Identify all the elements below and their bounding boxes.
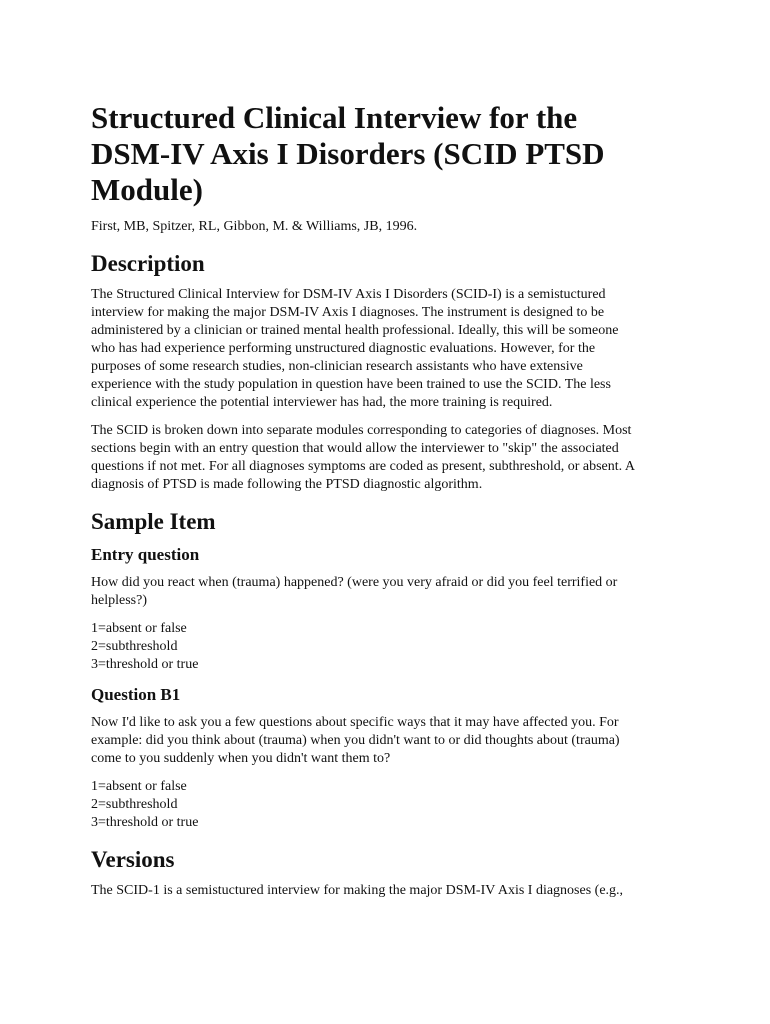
text-line: who has had experience performing unstructured diagnostic evaluations. However, for the (91, 341, 596, 356)
page-title (91, 100, 691, 208)
question-b1-heading: Question B1 (91, 685, 181, 704)
text-line: diagnosis of PTSD is made following the PTSD diagnostic algorithm. (91, 477, 483, 492)
option-item: 3=threshold or true (91, 657, 199, 672)
description-paragraph-2 (91, 422, 691, 494)
text-line: The SCID is broken down into separate modules corresponding to categories of diagnoses. Most (91, 423, 632, 438)
option-item: 1=absent or false (91, 621, 187, 636)
text-line: interview for making the major DSM-IV Axis I diagnoses. The instrument is designed to be (91, 305, 605, 320)
text-line: experience with the study population in question have been trained to use the SCID. The less (91, 377, 611, 392)
option-item: 2=subthreshold (91, 639, 178, 654)
text-line: questions if not met. For all diagnoses symptoms are coded as present, subthreshold, or absent. A (91, 459, 635, 474)
option-item: 3=threshold or true (91, 815, 199, 830)
option-item: 2=subthreshold (91, 797, 178, 812)
text-line: administered by a clinician or trained mental health professional. Ideally, this will be someone (91, 323, 619, 338)
text-line: sections begin with an entry question that would allow the interviewer to "skip" the associated (91, 441, 619, 456)
text-line: example: did you think about (trauma) when you didn't want to or did thoughts about (trauma) (91, 733, 620, 748)
entry-question-text (91, 574, 691, 610)
text-line: How did you react when (trauma) happened? (were you very afraid or did you feel terrified or (91, 575, 618, 590)
entry-question-heading: Entry question (91, 545, 200, 564)
text-line: The Structured Clinical Interview for DSM-IV Axis I Disorders (SCID-I) is a semistuctured (91, 287, 606, 302)
document-page (91, 100, 691, 910)
text-line: purposes of some research studies, non-clinician research assistants who have extensive (91, 359, 583, 374)
text-line: Now I'd like to ask you a few questions about specific ways that it may have affected you. For (91, 715, 619, 730)
title-line-1: Structured Clinical Interview for the (91, 100, 578, 135)
versions-text: The SCID-1 is a semistuctured interview for making the major DSM-IV Axis I diagnoses (e.g., (91, 883, 624, 898)
text-line: come to you suddenly when you didn't want them to? (91, 751, 391, 766)
question-b1-text (91, 714, 691, 768)
text-line: helpless?) (91, 593, 147, 608)
citation: First, MB, Spitzer, RL, Gibbon, M. & Williams, JB, 1996. (91, 219, 418, 234)
text-line: clinical experience the potential interviewer has had, the more training is required. (91, 395, 553, 410)
entry-question-options (91, 620, 691, 674)
option-item: 1=absent or false (91, 779, 187, 794)
title-line-3: Module) (91, 172, 203, 207)
sample-item-heading: Sample Item (91, 509, 216, 534)
versions-heading: Versions (91, 847, 175, 872)
question-b1-options (91, 778, 691, 832)
title-line-2: DSM-IV Axis I Disorders (SCID PTSD (91, 136, 605, 171)
description-heading: Description (91, 251, 205, 276)
description-paragraph-1 (91, 286, 691, 412)
